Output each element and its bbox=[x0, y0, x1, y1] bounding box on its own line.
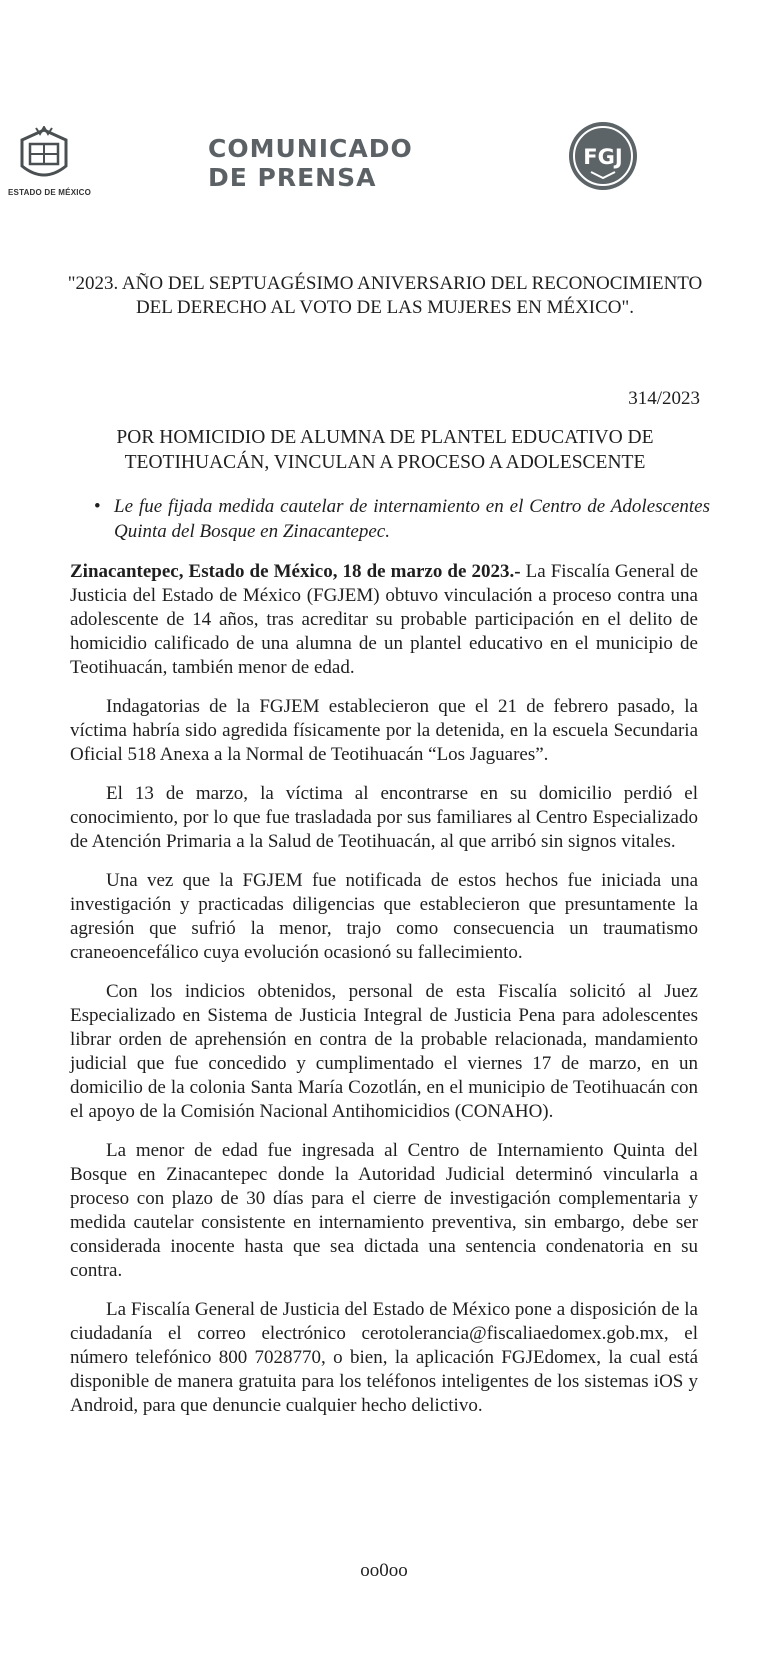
headline: POR HOMICIDIO DE ALUMNA DE PLANTEL EDUCATIVO DE TEOTIHUACÁN, VINCULAN A PROCESO A ADOLESCENTE bbox=[116, 427, 654, 473]
paragraph-2: Indagatorias de la FGJEM establecieron que el 21 de febrero pasado, la víctima habría sido agredida físicamente por la detenida, en la escuela Secundaria Oficial 518 Anexa a la Normal de Teotihuacán “Los Jaguares”. bbox=[70, 696, 698, 765]
press-title bbox=[208, 134, 413, 192]
closing-mark: oo0oo bbox=[360, 1560, 408, 1581]
article-body bbox=[70, 560, 698, 1433]
summary-bullet-text: Le fue fijada medida cautelar de internamiento en el Centro de Adolescentes Quinta del Bosque en Zinacantepec. bbox=[114, 496, 710, 542]
paragraph-1-text: La Fiscalía General de Justicia del Estado de México (FGJEM) obtuvo vinculación a proceso contra una adolescente de 14 años, tras acreditar su probable participación en el delito de homicidio calificado de una alumna de un plantel educativo en el municipio de Teotihuacán, también menor de edad. bbox=[70, 561, 699, 678]
fgj-logo-text: FGJ bbox=[583, 145, 623, 169]
release-number: 314/2023 bbox=[628, 388, 700, 409]
bullet-icon: • bbox=[94, 496, 101, 517]
paragraph-6: La menor de edad fue ingresada al Centro de Internamiento Quinta del Bosque en Zinacantepec donde la Autoridad Judicial determinó vincularla a proceso con plazo de 30 días para el cierre de investigación complementaria y medida cautelar consistente en internamiento preventiva, sin embargo, debe ser considerada inocente hasta que sea dictada una sentencia condenatoria en su contra. bbox=[70, 1140, 698, 1281]
estado-de-mexico-logo bbox=[8, 126, 92, 200]
summary-bullet bbox=[94, 494, 710, 544]
paragraph-7: La Fiscalía General de Justicia del Estado de México pone a disposición de la ciudadanía el correo electrónico cerotolerancia@fiscaliaedomex.gob.mx, el número telefónico 800 7028770, o bien, la aplicación FGJEdomex, la cual está disponible de manera gratuita para los teléfonos inteligentes de los sistemas iOS y Android, para que denuncie cualquier hecho delictivo. bbox=[70, 1299, 698, 1416]
press-title-line2: DE PRENSA bbox=[208, 163, 377, 192]
paragraph-3: El 13 de marzo, la víctima al encontrarse en su domicilio perdió el conocimiento, por lo que fue trasladada por sus familiares al Centro Especializado de Atención Primaria a la Salud de Teotihuacán, al que arribó sin signos vitales. bbox=[70, 783, 698, 852]
fgj-seal-icon bbox=[567, 120, 639, 192]
fgj-logo bbox=[567, 120, 639, 192]
dateline: Zinacantepec, Estado de México, 18 de marzo de 2023.- bbox=[70, 561, 521, 582]
official-slogan: "2023. AÑO DEL SEPTUAGÉSIMO ANIVERSARIO DEL RECONOCIMIENTO DEL DERECHO AL VOTO DE LAS MUJERES EN MÉXICO". bbox=[67, 273, 703, 318]
paragraph-5: Con los indicios obtenidos, personal de esta Fiscalía solicitó al Juez Especializado en Sistema de Justicia Integral de Justicia Pena para adolescentes librar orden de aprehensión en contra de la probable relacionada, mandamiento judicial que fue concedido y cumplimentado el viernes 17 de marzo, en un domicilio de la colonia Santa María Cozotlán, en el municipio de Teotihuacán con el apoyo de la Comisión Nacional Antihomicidios (CONAHO). bbox=[70, 981, 698, 1122]
press-header bbox=[0, 120, 768, 210]
coat-of-arms-icon bbox=[16, 126, 72, 184]
state-label: ESTADO DE MÉXICO bbox=[8, 188, 92, 197]
paragraph-4: Una vez que la FGJEM fue notificada de estos hechos fue iniciada una investigación y practicadas diligencias que establecieron que presuntamente la agresión que sufrió la menor, trajo como consecuencia un traumatismo craneoencefálico cuya evolución ocasionó su fallecimiento. bbox=[70, 870, 698, 963]
paragraph-1 bbox=[70, 560, 698, 680]
press-title-line1: COMUNICADO bbox=[208, 134, 413, 163]
